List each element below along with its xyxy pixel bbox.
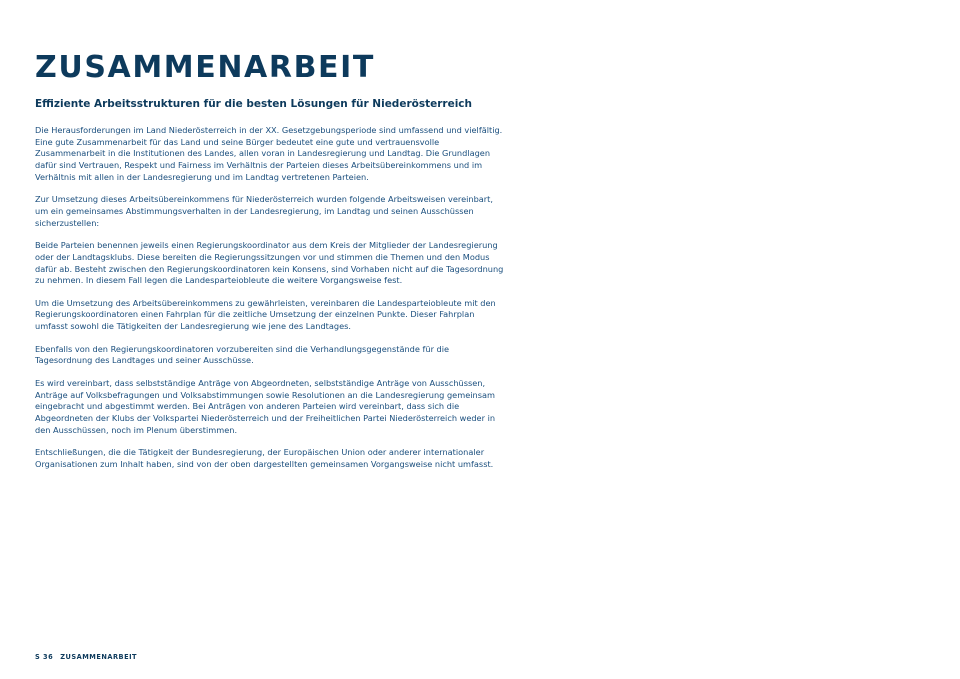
page-title: ZUSAMMENARBEIT xyxy=(35,50,375,85)
body-paragraph: Beide Parteien benennen jeweils einen Regierungskoordinator aus dem Kreis der Mitglieder der Landesregierung oder der Landtagsklubs. Diese bereiten die Regierungssitzungen vor und stimmen die Themen und den Modus dafür ab. Besteht zwischen den Regierungskoordinatoren kein Konsens, sind Vorhaben nicht auf die Tagesordnung zu nehmen. In diesem Fall legen die Landesparteiobleute die weitere Vorgangsweise fest. xyxy=(35,240,504,286)
page-number: S 36 xyxy=(35,653,54,661)
body-paragraph: Entschließungen, die die Tätigkeit der Bundesregierung, der Europäischen Union oder anderer internationaler Organisationen zum Inhalt haben, sind von der oben dargestellten gemeinsamen Vorgangsweise nicht umfasst. xyxy=(35,447,494,469)
footer-section-label: ZUSAMMENARBEIT xyxy=(60,653,138,661)
page-footer xyxy=(35,653,137,661)
body-paragraph: Es wird vereinbart, dass selbstständige Anträge von Abgeordneten, selbstständige Anträge von Ausschüssen, Anträge auf Volksbefragungen und Volksabstimmungen sowie Resolutionen an die Landesregierung gemeinsam eingebracht und abgestimmt werden. Bei Anträgen von anderen Parteien wird vereinbart, dass sich die Abgeordneten der Klubs der Volkspartei Niederösterreich und der Freiheitlichen Partei Niederösterreich weder in den Ausschüssen, noch im Plenum überstimmen. xyxy=(35,378,496,435)
page-subtitle: Effiziente Arbeitsstrukturen für die besten Lösungen für Niederösterreich xyxy=(35,97,473,110)
document-body xyxy=(35,52,505,471)
body-paragraph: Die Herausforderungen im Land Niederösterreich in der XX. Gesetzgebungsperiode sind umfassend und vielfältig. Eine gute Zusammenarbeit für das Land und seine Bürger bedeutet eine gute und vertrauensvolle Zusammenarbeit in die Institutionen des Landes, allen voran in Landesregierung und Landtag. Die Grundlagen dafür sind Vertrauen, Respekt und Fairness im Verhältnis der Parteien dieses Arbeitsübereinkommens und im Verhältnis mit allen in der Landesregierung und im Landtag vertretenen Parteien. xyxy=(35,125,503,182)
body-paragraph: Zur Umsetzung dieses Arbeitsübereinkommens für Niederösterreich wurden folgende Arbeitsweisen vereinbart, um ein gemeinsames Abstimmungsverhalten in der Landesregierung, im Landtag und seinen Ausschüssen sicherzustellen: xyxy=(35,194,493,228)
body-paragraph: Ebenfalls von den Regierungskoordinatoren vorzubereiten sind die Verhandlungsgegenstände für die Tagesordnung des Landtages und seiner Ausschüsse. xyxy=(35,343,450,366)
body-paragraph: Um die Umsetzung des Arbeitsübereinkommens zu gewährleisten, vereinbaren die Landesparteiobleute mit den Regierungskoordinatoren einen Fahrplan für die zeitliche Umsetzung der einzelnen Punkte. Dieser Fahrplan umfasst sowohl die Tätigkeiten der Landesregierung wie jene des Landtages. xyxy=(35,297,496,332)
